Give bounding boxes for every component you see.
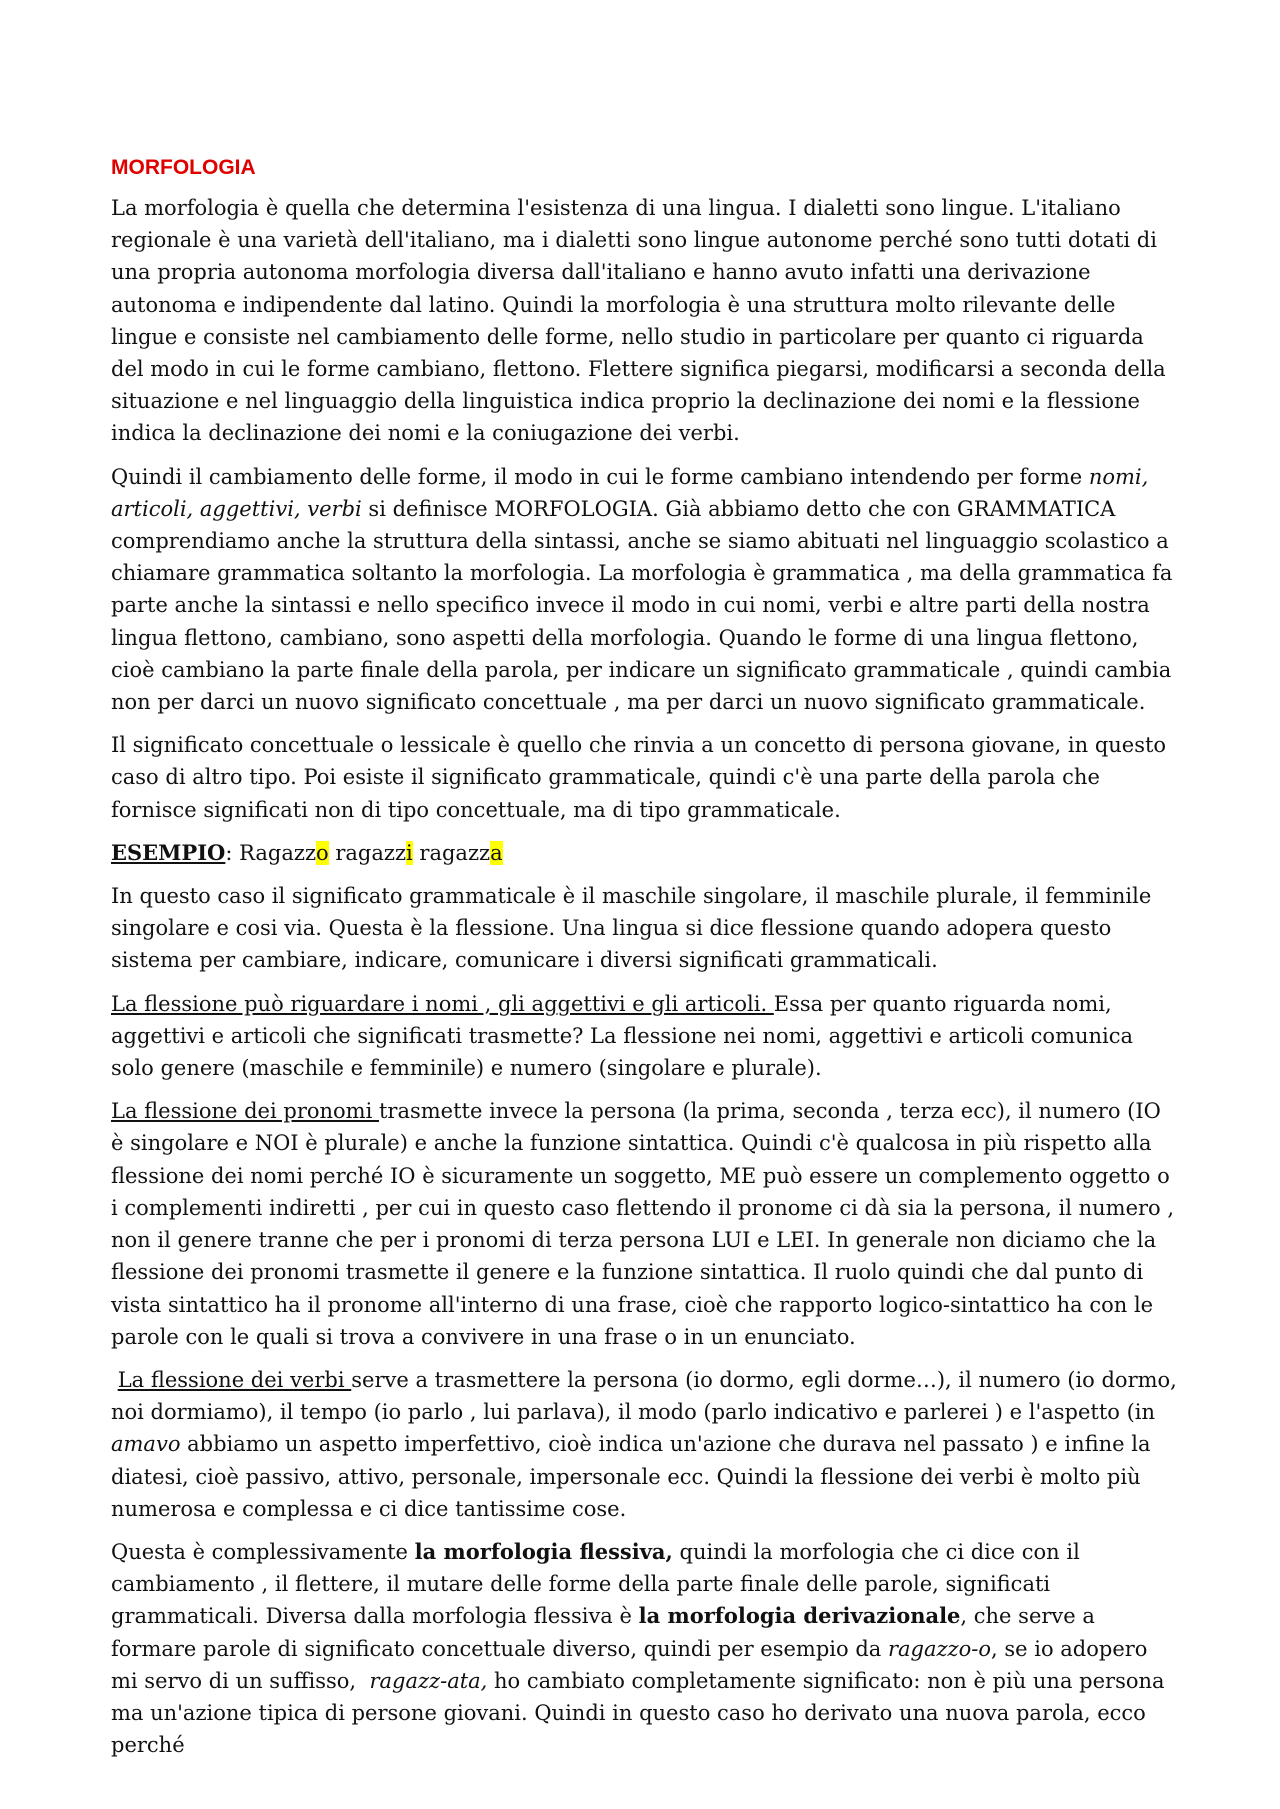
example-separator: : (225, 840, 240, 865)
word-stem: ragazz (419, 840, 491, 865)
paragraph-example (111, 837, 1177, 869)
highlighted-ending: i (406, 840, 413, 865)
text-run: Quindi il cambiamento delle forme, il modo in cui le forme cambiano intendendo per forme (111, 464, 1089, 489)
underlined-heading: La flessione dei pronomi (111, 1099, 379, 1124)
italic-run: nomi, articoli, aggettivi, verbi (111, 464, 1149, 521)
text-run: , che serve a formare parole di significato concettuale diverso, quindi per esempio da (111, 1604, 1095, 1661)
text-run: serve a trasmettere la persona (io dormo, egli dorme…), il numero (io dormo, noi dormiamo), il tempo (io parlo , lui parlava), il modo (parlo indicativo e parlerei ) e l'aspetto (in (111, 1367, 1177, 1425)
text-run: Essa per quanto riguarda nomi, aggettivi e articoli che significati trasmette? La flessione nei nomi, aggettivi e articoli comunica solo genere (maschile e femminile) e numero (singolare e plurale). (111, 991, 1134, 1081)
word-stem: Ragazz (239, 840, 317, 865)
text-run: ho cambiato completamente significato: non è più una persona ma un'azione tipica di persone giovani. Quindi in questo caso ho derivato una nuova parola, ecco perché (111, 1668, 1165, 1758)
example-word (239, 841, 329, 865)
leading-space (111, 1368, 118, 1392)
paragraph-pronouns (111, 1095, 1177, 1353)
paragraph-verbs (111, 1364, 1177, 1525)
text-run: si definisce MORFOLOGIA. Già abbiamo detto che con GRAMMATICA comprendiamo anche la struttura della sintassi, anche se siamo abituati nel linguaggio scolastico a chiamare grammatica soltanto la morfologia. La morfologia è grammatica , ma della grammatica fa parte anche la sintassi e nello specifico invece il modo in cui nomi, verbi e altre parti della nostra lingua flettono, cambiano, sono aspetti della morfologia. Quando le forme di una lingua flettono, cioè cambiano la parte finale della parola, per indicare un significato grammaticale , quindi cambia non per darci un nuovo significato concettuale , ma per darci un nuovo significato grammaticale. (111, 496, 1173, 715)
italic-run: ragazzo-o (887, 1636, 991, 1661)
bold-term: la morfologia derivazionale (638, 1603, 961, 1629)
paragraph-forms (111, 461, 1177, 719)
word-stem: ragazz (335, 840, 407, 865)
paragraph-intro: La morfologia è quella che determina l'esistenza di una lingua. I dialetti sono lingue. L'italiano regionale è una varietà dell'italiano, ma i dialetti sono lingue autonome perché sono tutti dotati di una propria autonoma morfologia diversa dall'italiano e hanno avuto infatti una derivazione autonoma e indipendente dal latino. Quindi la morfologia è una struttura molto rilevante delle lingue e consiste nel cambiamento delle forme, nello studio in particolare per quanto ci riguarda del modo in cui le forme cambiano, flettono. Flettere significa piegarsi, modificarsi a seconda della situazione e nel linguaggio della linguistica indica proprio la declinazione dei nomi e la flessione indica la declinazione dei nomi e la coniugazione dei verbi. (111, 196, 1166, 446)
highlighted-ending: o (316, 840, 329, 865)
example-word (335, 841, 412, 865)
text-run: quindi la morfologia che ci dice con il cambiamento , il flettere, il mutare delle forme della parte finale delle parole, significati grammaticali. Diversa dalla morfologia flessiva è (111, 1539, 1080, 1629)
underlined-heading: La flessione dei verbi (117, 1367, 352, 1392)
bold-term: la morfologia flessiva, (414, 1538, 673, 1564)
text-run: abbiamo un aspetto imperfettivo, cioè indica un'azione che durava nel passato ) e infine la diatesi, cioè passivo, attivo, personale, impersonale ecc. Quindi la flessione dei verbi è molto più numerosa e complessa e ci dice tantissime cose. (111, 1432, 1151, 1521)
italic-run: ragazz-ata, (369, 1668, 488, 1693)
highlighted-ending: a (490, 840, 503, 865)
example-label: ESEMPIO (111, 839, 226, 865)
example-word (419, 841, 502, 865)
text-run: , se io adopero mi servo di un suffisso, (111, 1636, 1155, 1693)
underlined-heading: La flessione può riguardare i nomi , gli aggettivi e gli articoli. (111, 991, 774, 1016)
text-run: trasmette invece la persona (la prima, seconda , terza ecc), il numero (IO è singolare e NOI è plurale) e anche la funzione sintattica. Quindi c'è qualcosa in più rispetto alla flessione dei nomi perché IO è sicuramente un soggetto, ME può essere un complemento oggetto o i complementi indiretti , per cui in questo caso flettendo il pronome ci dà sia la persona, il numero , non il genere tranne che per i pronomi di terza persona LUI e LEI. In generale non diciamo che la flessione dei pronomi trasmette il genere e la funzione sintattica. Il ruolo quindi che dal punto di vista sintattico ha il pronome all'interno di una frase, cioè che rapporto logico-sintattico ha con le parole con le quali si trova a convivere in una frase o in un enunciato. (111, 1099, 1175, 1349)
paragraph-meaning: Il significato concettuale o lessicale è quello che rinvia a un concetto di persona giovane, in questo caso di altro tipo. Poi esiste il significato grammaticale, quindi c'è una parte della parola che fornisce significati non di tipo concettuale, ma di tipo grammaticale. (111, 733, 1167, 822)
italic-run: amavo (111, 1432, 181, 1457)
paragraph-nouns (111, 988, 1177, 1085)
text-run: Questa è complessivamente (111, 1539, 415, 1564)
paragraph-derivational (111, 1536, 1177, 1761)
page-title: MORFOLOGIA (111, 156, 256, 179)
paragraph-inflection: In questo caso il significato grammaticale è il maschile singolare, il maschile plurale, il femminile singolare e cosi via. Questa è la flessione. Una lingua si dice flessione quando adopera questo sistema per cambiare, indicare, comunicare i diversi significati grammaticali. (111, 884, 1152, 973)
